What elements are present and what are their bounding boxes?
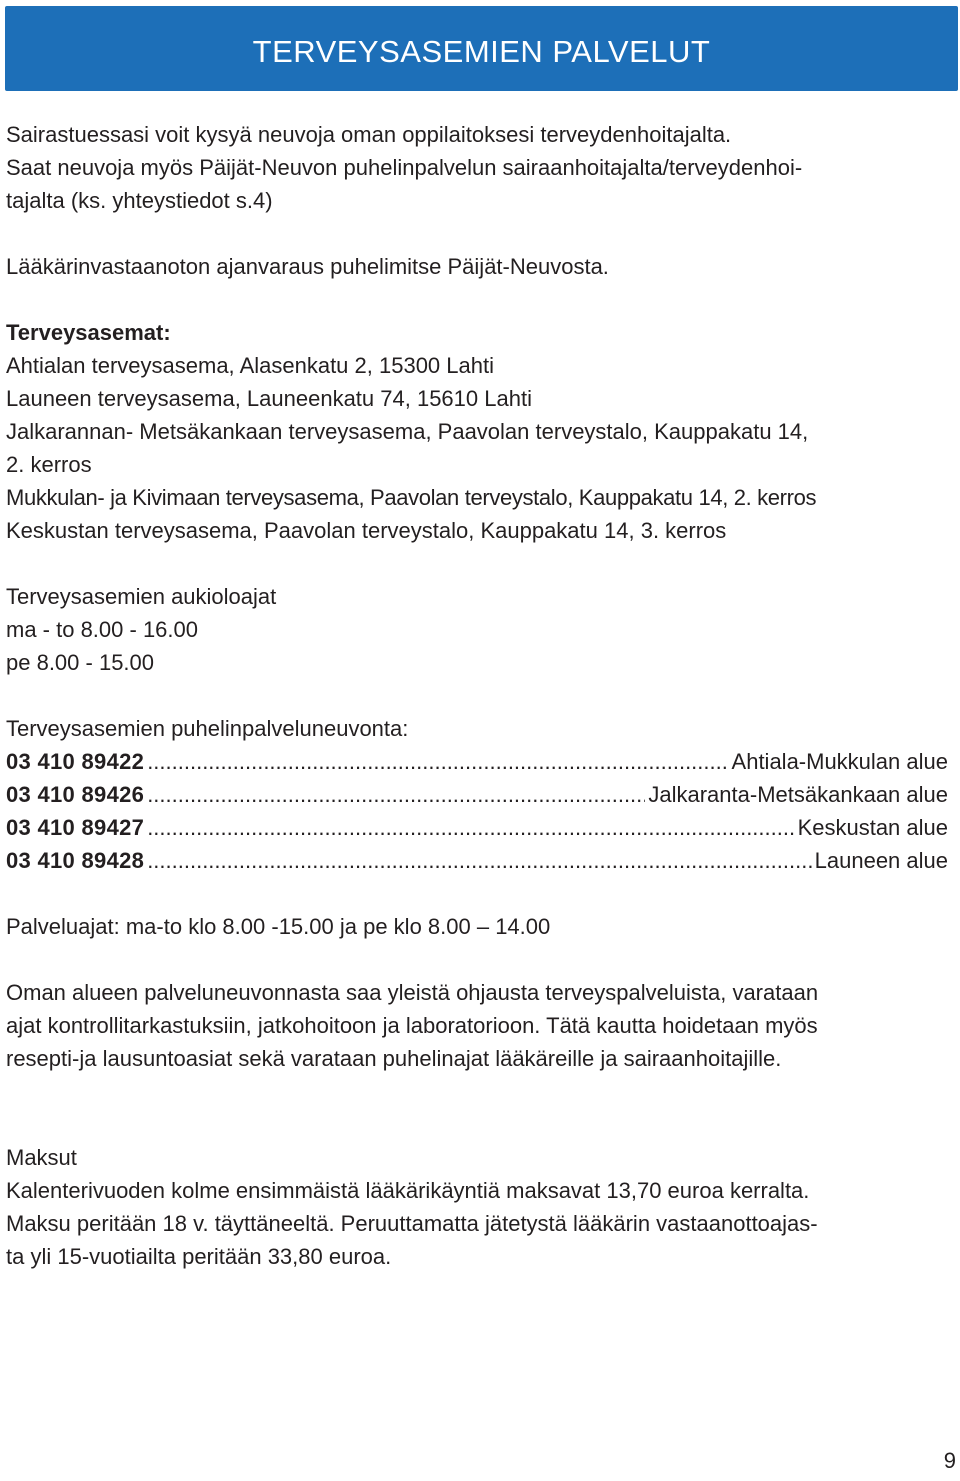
fees-heading: Maksut — [6, 1145, 77, 1170]
phone-row — [6, 844, 948, 877]
phone-row — [6, 778, 948, 811]
phone-number: 03 410 89426 — [6, 782, 145, 807]
guidance-paragraph — [6, 976, 956, 1075]
guidance-line: Oman alueen palveluneuvonnasta saa yleistä ohjausta terveyspalveluista, varataan — [6, 980, 819, 1005]
dot-leader — [147, 844, 811, 877]
stations-section — [6, 316, 956, 547]
phone-row — [6, 745, 948, 778]
friday-hours: pe 8.00 - 15.00 — [6, 650, 155, 675]
phone-area: Keskustan alue — [797, 815, 948, 840]
station-line: Keskustan terveysasema, Paavolan terveystalo, Kauppakatu 14, 3. kerros — [6, 518, 727, 543]
weekday-hours: ma - to 8.00 - 16.00 — [6, 617, 198, 642]
intro-paragraph — [6, 118, 956, 217]
station-line: Jalkarannan- Metsäkankaan terveysasema, Paavolan terveystalo, Kauppakatu 14, — [6, 419, 809, 444]
phone-number: 03 410 89422 — [6, 749, 145, 774]
fees-line: Kalenterivuoden kolme ensimmäistä lääkärikäyntiä maksavat 13,70 euroa kerralta. — [6, 1178, 810, 1203]
service-hours: Palveluajat: ma-to klo 8.00 -15.00 ja pe klo 8.00 – 14.00 — [6, 914, 551, 939]
phone-area: Ahtiala-Mukkulan alue — [731, 749, 948, 774]
booking-info: Lääkärinvastaanoton ajanvaraus puhelimitse Päijät-Neuvosta. — [6, 254, 609, 279]
dot-leader — [147, 745, 728, 778]
phone-service-section — [6, 712, 956, 943]
guidance-line: resepti-ja lausuntoasiat sekä varataan puhelinajat lääkäreille ja sairaanhoitajille. — [6, 1046, 782, 1071]
fees-section — [6, 1141, 956, 1273]
dot-leader — [147, 811, 794, 844]
phone-number: 03 410 89427 — [6, 815, 145, 840]
page-number: 9 — [943, 1448, 956, 1473]
fees-line: ta yli 15-vuotiailta peritään 33,80 euroa. — [6, 1244, 392, 1269]
phone-row — [6, 811, 948, 844]
stations-heading: Terveysasemat: — [6, 320, 171, 345]
fees-line: Maksu peritään 18 v. täyttäneeltä. Peruuttamatta jätetystä lääkärin vastaanottoajas- — [6, 1211, 818, 1236]
intro-line: Sairastuessasi voit kysyä neuvoja oman oppilaitoksesi terveydenhoitajalta. — [6, 122, 732, 147]
phone-service-heading: Terveysasemien puhelinpalveluneuvonta: — [6, 716, 409, 741]
station-line: Launeen terveysasema, Launeenkatu 74, 15610 Lahti — [6, 386, 532, 411]
station-line: 2. kerros — [6, 452, 92, 477]
opening-hours-heading: Terveysasemien aukioloajat — [6, 584, 277, 609]
guidance-line: ajat kontrollitarkastuksiin, jatkohoitoon ja laboratorioon. Tätä kautta hoidetaan myös — [6, 1013, 818, 1038]
station-line: Ahtialan terveysasema, Alasenkatu 2, 15300 Lahti — [6, 353, 494, 378]
phone-area: Jalkaranta-Metsäkankaan alue — [648, 782, 948, 807]
page-header-bar — [5, 6, 958, 91]
dot-leader — [147, 778, 645, 811]
intro-line: tajalta (ks. yhteystiedot s.4) — [6, 188, 273, 213]
opening-hours-section — [6, 580, 956, 679]
station-line: Mukkulan- ja Kivimaan terveysasema, Paavolan terveystalo, Kauppakatu 14, 2. kerros — [6, 485, 817, 510]
intro-line: Saat neuvoja myös Päijät-Neuvon puhelinpalvelun sairaanhoitajalta/terveydenhoi- — [6, 155, 803, 180]
phone-area: Launeen alue — [814, 848, 948, 873]
document-body — [6, 118, 956, 1273]
page-title: TERVEYSASEMIEN PALVELUT — [252, 34, 711, 69]
phone-number: 03 410 89428 — [6, 848, 145, 873]
